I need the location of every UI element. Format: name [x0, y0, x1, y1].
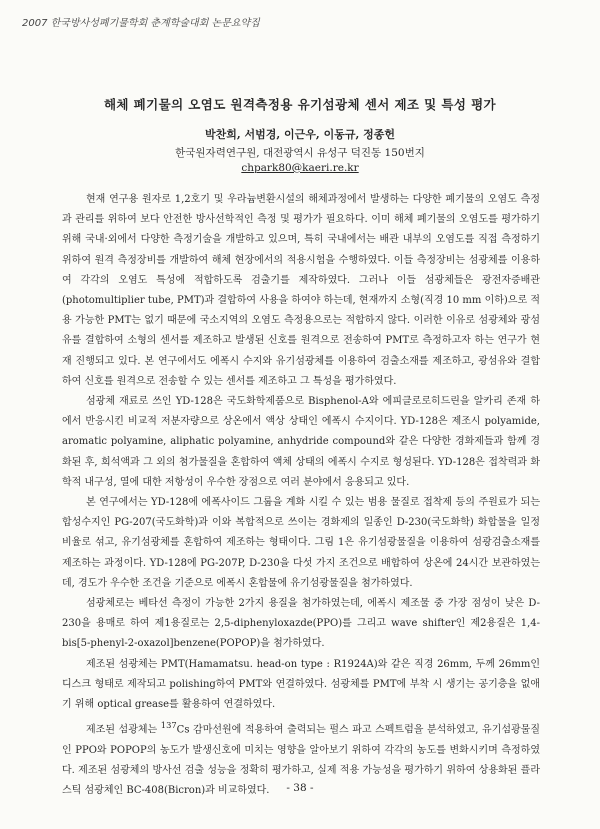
paragraph-6-lead: 제조된 섬광체는 — [86, 724, 161, 736]
body-paragraph-5: 제조된 섬광체는 PMT(Hamamatsu. head-on type : R1924A)와 같은 직경 26mm, 두께 26mm인 디스크 형태로 제작되고 polishing하여 PMT와 연결하였다. 섬광체를 PMT에 부착 시 생기는 공기층을 없애기 위해 optical grease를 활용하여 연결하였다. — [62, 658, 540, 711]
paragraph-6-text: Cs 감마선원에 적용하여 출력되는 펄스 파고 스펙트럼을 분석하였고, 유기섬광물질인 PPO와 POPOP의 농도가 발생신호에 미치는 영향을 알아보기 위하여 각각의 농도를 변화시키며 측정하였다. 제조된 섬광체의 방사선 검출 성능을 정확히 평가하고, 실제 적용 가능성을 평가하기 위하여 상용화된 플라스틱 섬광체인 BC-408(Bicron)과 비교하였다. — [62, 724, 540, 797]
running-header: 2007 한국방사성폐기물학회 춘계학술대회 논문요약집 — [22, 18, 260, 29]
paper-body — [62, 190, 540, 801]
isotope-mass-number: 137 — [160, 720, 177, 731]
author-email: chpark80@kaeri.re.kr — [241, 162, 359, 174]
page-number: - 38 - — [286, 782, 314, 794]
paper-authors: 박찬희, 서범경, 이근우, 이동규, 정종헌 — [204, 128, 396, 141]
body-paragraph-2: 섬광체 재료로 쓰인 YD-128은 국도화학제품으로 Bisphenol-A와 에피클로로히드린을 알카리 존재 하에서 반응시킨 비교적 저분자량으로 상온에서 액상 상태인 에폭시 수지이다. YD-128은 제조시 polyamide, aromatic polyamine, aliphatic polyamine, anhydride compound와 같은 다양한 경화제들과 함께 경화된 후, 희석액과 그 외의 첨가물질을 혼합하여 액체 상태의 에폭시 수지로 형성된다. YD-128은 접착력과 화학적 내구성, 열에 대한 저항성이 우수한 장점으로 여러 분야에서 응용되고 있다. — [62, 396, 540, 488]
body-paragraph-3: 본 연구에서는 YD-128에 에폭사이드 그룹을 계화 시킬 수 있는 범용 물질로 접착제 등의 주원료가 되는 합성수지인 PG-207(국도화학)과 이와 복합적으로 쓰이는 경화제의 일종인 D-230(국도화학) 화합물을 일정 비율로 섞고, 유기섬광체를 혼합하여 제조하는 형태이다. 그림 1은 유기섬광물질을 이용하여 섬광검출소재를 제조하는 과정이다. YD-128에 PG-207P, D-230을 다섯 가지 조건으로 배합하여 상온에 24시간 보관하였는데, 경도가 우수한 조건을 기준으로 에폭시 혼합물에 유기섬광물질을 첨가하였다. — [62, 497, 540, 589]
paper-title: 해체 폐기물의 오염도 원격측정용 유기섬광체 센서 제조 및 특성 평가 — [103, 97, 497, 112]
paper-email-line — [0, 162, 600, 174]
body-paragraph-1: 현재 연구용 원자로 1,2호기 및 우라늄변환시설의 해체과정에서 발생하는 다양한 폐기물의 오염도 측정과 관리를 위하여 보다 안전한 방사선학적인 측정 및 평가가 필요하다. 이미 해체 폐기물의 오염도를 평가하기 위해 국내·외에서 다양한 측정기술을 개발하고 있으며, 특히 국내에서는 배관 내부의 오염도를 직접 측정하기 위하여 원격 측정장비를 개발하여 해체 현장에서의 적용시험을 수행하였다. 이들 측정장비는 섬광체를 이용하여 각각의 오염도 특성에 적합하도록 검출기를 제작하였다. 그러나 이들 섬광체들은 광전자증배관(photomultiplier tube, PMT)과 결합하여 사용을 하여야 하는데, 현재까지 소형(직경 10 mm 이하)으로 적용 가능한 PMT는 없기 때문에 국소지역의 오염도 측정용으로는 적합하지 않다. 이러한 이유로 섬광체와 광섬유를 결합하여 소형의 센서를 제조하고 발생된 신호를 원격으로 전송하여 PMT로 측정하고자 하는 연구가 현재 진행되고 있다. 본 연구에서도 에폭시 수지와 유기섬광체를 이용하여 검출소재를 제조하고, 광섬유와 결합하여 신호를 원격으로 전송할 수 있는 센서를 제조하고 그 특성을 평가하였다. — [62, 194, 540, 387]
paper-affiliation: 한국원자력연구원, 대전광역시 유성구 덕진동 150번지 — [175, 147, 425, 159]
body-paragraph-4: 섬광체로는 베타선 측정이 가능한 2가지 용질을 첨가하였는데, 에폭시 제조물 중 가장 점성이 낮은 D-230을 용매로 하여 제1용질로는 2,5-diphenyloxazde(PPO)를 그리고 wave shifter인 제2용질은 1,4-bis[5-phenyl-2-oxazol]benzene(POPOP)을 첨가하였다. — [62, 598, 540, 650]
